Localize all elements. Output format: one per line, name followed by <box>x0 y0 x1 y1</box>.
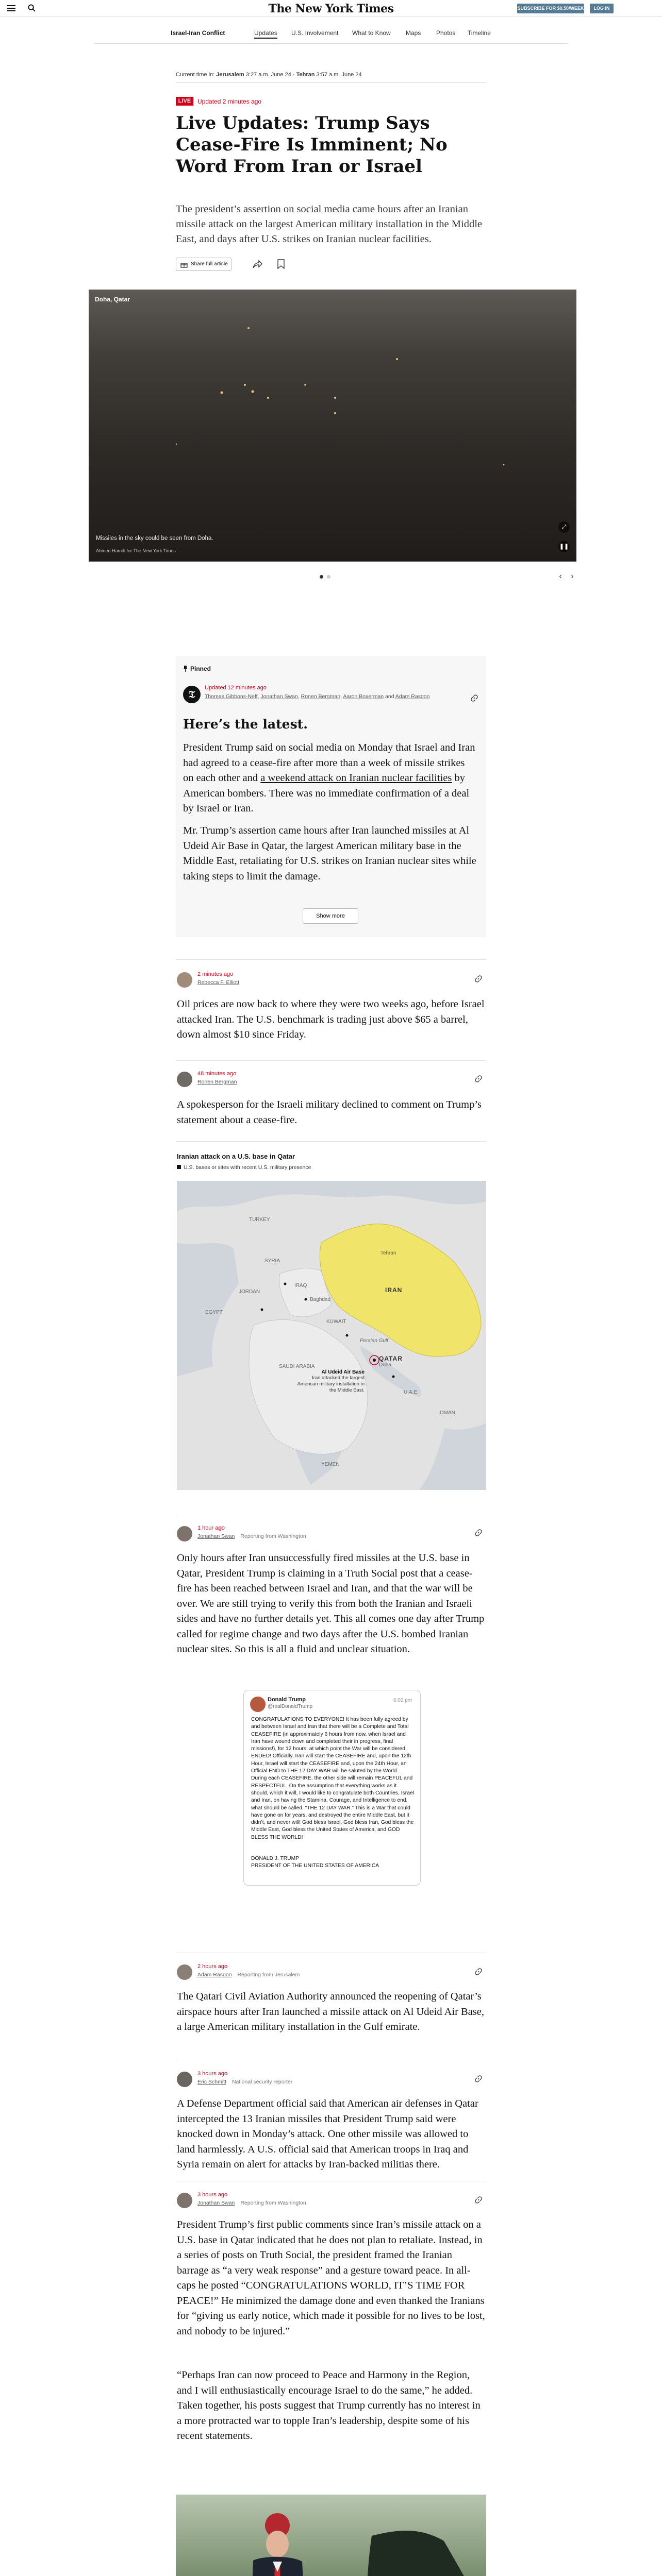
map-label-egypt: EGYPT <box>205 1310 223 1315</box>
map-label-oman: OMAN <box>440 1410 455 1416</box>
link-icon[interactable] <box>475 1075 482 1082</box>
post-author: Adam Rasgon Reporting from Jerusalem <box>197 1972 300 1978</box>
inline-link[interactable]: a weekend attack on Iranian nuclear facilities <box>260 772 452 784</box>
nav-item-what-to-know[interactable]: What to Know <box>352 29 391 37</box>
post-timestamp: 48 minutes ago <box>197 1071 237 1077</box>
avatar <box>250 1697 266 1712</box>
map-label-iran: IRAN <box>385 1286 403 1294</box>
link-icon[interactable] <box>475 1529 482 1536</box>
carousel-dots <box>320 575 342 579</box>
show-more-button[interactable]: Show more <box>303 908 358 924</box>
pin-icon <box>183 666 188 672</box>
nav-item-updates[interactable]: Updates <box>254 29 277 39</box>
post-body: A Defense Department official said that American air defenses in Qatar intercepted the 13 Iranian missiles that President Trump said were knocked down in Monday’s attack. One other missile was allowed to land harmlessly. A U.S. official said that American troops in Iraq and Syria remain on alert for attacks by Iran-backed militias there. <box>177 2098 478 2170</box>
carousel-next-icon[interactable]: › <box>571 572 574 581</box>
photo-scene <box>176 2495 486 2576</box>
divider <box>176 959 486 960</box>
map-label-uae: U.A.E. <box>404 1389 419 1395</box>
updated-timestamp: Updated 2 minutes ago <box>197 98 262 105</box>
link-icon[interactable] <box>471 694 478 702</box>
truth-social-embed[interactable] <box>243 1690 421 1886</box>
nyt-avatar: 𝔗 <box>183 686 201 703</box>
embed-text: CONGRATULATIONS TO EVERYONE! It has been fully agreed by and between Israel and Iran that there will be a Complete and Total CEASEFIRE (in approximately 6 hours from now, when Israel and Iran have wound down and completed their in progress, final missions!), for 12 hours, at which point the War will be considered, ENDED! Officially, Iran will start the CEASEFIRE and, upon the 12th Hour, Israel will start the CEASEFIRE and, upon the 24th Hour, an Official END to THE 12 DAY WAR will be saluted by the World. During each CEASEFIRE, the other side will remain PEACEFUL and RESPECTFUL. On the assumption that everything works as it should, which it will, I would like to congratulate both Countries, Israel and Iran, on having the Stamina, Courage, and Intelligence to end, what should be called, “THE 12 DAY WAR.” This is a War that could have gone on for years, and destroyed the entire Middle East, but it didn’t, and never will! God bless Israel, God bless Iran, God bless the Middle East, God bless the United States of America, and GOD BLESS THE WORLD! <box>251 1717 414 1840</box>
post-timestamp: Updated 12 minutes ago <box>205 685 267 691</box>
avatar <box>177 972 192 988</box>
pinned-title: Here’s the latest. <box>183 717 308 732</box>
map-label-tehran: Tehran <box>380 1250 396 1256</box>
pinned-paragraph-1: President Trump said on social media on Monday that Israel and Iran had agreed to a cease-fire after more than a week of missile strikes on each other and a weekend attack on Iranian nuclear facilities by American bombers. There was no immediate confirmation of a deal by Israel or Iran. <box>183 742 475 814</box>
map-graphic <box>177 1181 486 1490</box>
avatar <box>177 1526 192 1541</box>
map-title: Iranian attack on a U.S. base in Qatar <box>177 1153 295 1160</box>
nyt-logo[interactable]: The New York Times <box>268 2 394 15</box>
embed-signature: DONALD J. TRUMP PRESIDENT OF THE UNITED STATES OF AMERICA <box>251 1856 379 1869</box>
post-timestamp: 2 hours ago <box>197 1963 228 1970</box>
post-timestamp: 2 minutes ago <box>197 971 234 977</box>
post-body: “Perhaps Iran can now proceed to Peace and Harmony in the Region, and I will enthusiastically encourage Israel to do the same,” he added. Taken together, his posts suggest that Trump currently has no interest in a more protracted war to topple Iran’s leadership, despite some of his recent statements. <box>177 2369 481 2442</box>
map-label-saudi-arabia: SAUDI ARABIA <box>279 1364 315 1369</box>
bookmark-icon[interactable] <box>277 259 285 269</box>
live-badge: LIVE <box>176 97 193 106</box>
page-title: Live Updates: Trump Says Cease-Fire Is Imminent; No Word From Iran or Israel <box>176 113 448 177</box>
nav-item-israel-iran[interactable]: Israel-Iran Conflict <box>171 29 225 37</box>
gift-icon <box>180 261 188 268</box>
top-bar <box>0 0 662 16</box>
embed-author-handle: @realDonaldTrump <box>268 1704 313 1709</box>
share-full-article-button[interactable]: Share full article <box>176 258 231 271</box>
nav-divider <box>94 43 568 44</box>
photo-credit: Ahmed Hamdi for The New York Times <box>96 548 176 553</box>
map <box>177 1181 486 1490</box>
share-icon[interactable] <box>252 260 262 269</box>
post-author[interactable]: Rebecca F. Elliott <box>197 979 240 986</box>
map-label-baghdad: Baghdad <box>310 1297 331 1302</box>
base-marker-icon <box>177 1165 181 1169</box>
trump-photo <box>176 2495 486 2576</box>
post-timestamp: 3 hours ago <box>197 2071 228 2077</box>
pinned-label: Pinned <box>183 665 211 672</box>
divider <box>176 1141 486 1142</box>
link-icon[interactable] <box>475 1968 482 1975</box>
nav-item-photos[interactable]: Photos <box>436 29 456 37</box>
post-body: President Trump’s first public comments since Iran’s missile attack on a U.S. base in Qatar indicated that he does not plan to retaliate. Instead, in a series of posts on Truth Social, the president framed the Iranian barrage as “a very weak response” and a gesture toward peace. In all-caps he posted “CONGRATULATIONS WORLD, IT’S TIME FOR PEACE!” He minimized the damage done and even thanked the Iranians for “giving us early notice, which made it possible for no lives to be lost, and nobody to be injured.” <box>177 2219 485 2337</box>
post-body: A spokesperson for the Israeli military declined to comment on Trump’s statement about a cease-fire. <box>177 1099 482 1126</box>
link-icon[interactable] <box>475 975 482 982</box>
subscribe-button[interactable]: SUBSCRIBE FOR $0.50/WEEK <box>517 4 584 13</box>
expand-icon[interactable]: ⤢ <box>558 521 570 533</box>
map-label-persian-gulf: Persian Gulf <box>360 1338 389 1344</box>
post-body: The Qatari Civil Aviation Authority announced the reopening of Qatar’s airspace hours after Iran launched a missile attack on Al Udeid Air Base, a large American military installation in the Gulf emirate. <box>177 1991 485 2032</box>
embed-timestamp: 6:02 pm <box>393 1698 412 1703</box>
post-timestamp: 3 hours ago <box>197 2192 228 2198</box>
night-sky-missiles-photo <box>89 290 576 562</box>
pause-icon[interactable]: ❚❚ <box>558 541 570 552</box>
avatar <box>177 2193 192 2208</box>
avatar <box>177 1072 192 1087</box>
post-author: Jonathan Swan Reporting from Washington <box>197 2200 306 2206</box>
avatar <box>177 2072 192 2087</box>
map-label-yemen: YEMEN <box>321 1462 340 1467</box>
map-label-kuwait: KUWAIT <box>326 1319 346 1325</box>
carousel-dot[interactable] <box>327 575 330 579</box>
share-toolbar <box>176 258 485 271</box>
map-label-doha: Doha <box>379 1362 391 1368</box>
map-label-qatar: QATAR <box>379 1355 403 1362</box>
post-timestamp: 1 hour ago <box>197 1525 225 1531</box>
nav-item-maps[interactable]: Maps <box>406 29 421 37</box>
map-label-iraq: IRAQ <box>294 1283 307 1289</box>
post-author[interactable]: Ronen Bergman <box>197 1079 237 1085</box>
article-summary: The president’s assertion on social media came hours after an Iranian missile attack on the largest American military installation in the Middle East, and days after U.S. strikes on Iranian nuclear facilities. <box>176 204 482 245</box>
login-button[interactable]: LOG IN <box>590 4 614 13</box>
link-icon[interactable] <box>475 2196 482 2204</box>
avatar <box>177 1964 192 1980</box>
pinned-post <box>176 656 486 937</box>
pinned-paragraph-2: Mr. Trump’s assertion came hours after Iran launched missiles at Al Udeid Air Base in Qatar, the largest American military base in the Middle East, retaliating for U.S. strikes on Iranian nuclear sites while taking steps to limit the damage. <box>183 825 476 882</box>
map-legend: U.S. bases or sites with recent U.S. military presence <box>177 1164 311 1171</box>
hero-photo <box>89 290 576 562</box>
post-byline: Thomas Gibbons-Neff, Jonathan Swan, Ronen Bergman, Aaron Boxerman and Adam Rasgon <box>205 693 430 700</box>
post-body: Oil prices are now back to where they were two weeks ago, before Israel attacked Iran. The U.S. benchmark is trading just above $65 a barrel, down almost $10 since Friday. <box>177 998 485 1040</box>
link-icon[interactable] <box>475 2075 482 2082</box>
carousel-dot[interactable] <box>320 575 323 579</box>
embed-author-name: Donald Trump <box>268 1697 306 1703</box>
section-nav <box>0 28 662 39</box>
carousel-prev-icon[interactable]: ‹ <box>559 572 562 581</box>
divider <box>176 1060 486 1061</box>
post-body: Only hours after Iran unsuccessfully fired missiles at the U.S. base in Qatar, President Trump is claiming in a Truth Social post that a cease-fire has been reached between Israel and Iran, and that the war will be over. We are still trying to verify this from both the Iranian and Israeli sides and have no further details yet. This all comes one day after Trump called for regime change and two days after the U.S. bombed Iranian nuclear sites. So this is all a fluid and unclear situation. <box>177 1552 485 1655</box>
nav-item-timeline[interactable]: Timeline <box>468 29 491 37</box>
divider <box>176 82 486 83</box>
map-label-syria: SYRIA <box>264 1258 280 1264</box>
map-label-turkey: TURKEY <box>249 1217 270 1223</box>
map-label-jordan: JORDAN <box>239 1289 260 1295</box>
post-author: Eric Schmitt National security reporter <box>197 2079 293 2085</box>
photo-location: Doha, Qatar <box>95 296 130 303</box>
map-callout: Al Udeid Air Base Iran attacked the largest American military installation in the Middle East. <box>297 1369 365 1393</box>
post-author: Jonathan Swan Reporting from Washington <box>197 1533 306 1539</box>
current-time-bar: Current time in: Jerusalem 3:27 a.m. June 24 · Tehran 3:57 a.m. June 24 <box>176 72 362 78</box>
photo-caption: Missiles in the sky could be seen from Doha. <box>96 535 213 541</box>
nav-item-us-involvement[interactable]: U.S. Involvement <box>291 29 339 37</box>
